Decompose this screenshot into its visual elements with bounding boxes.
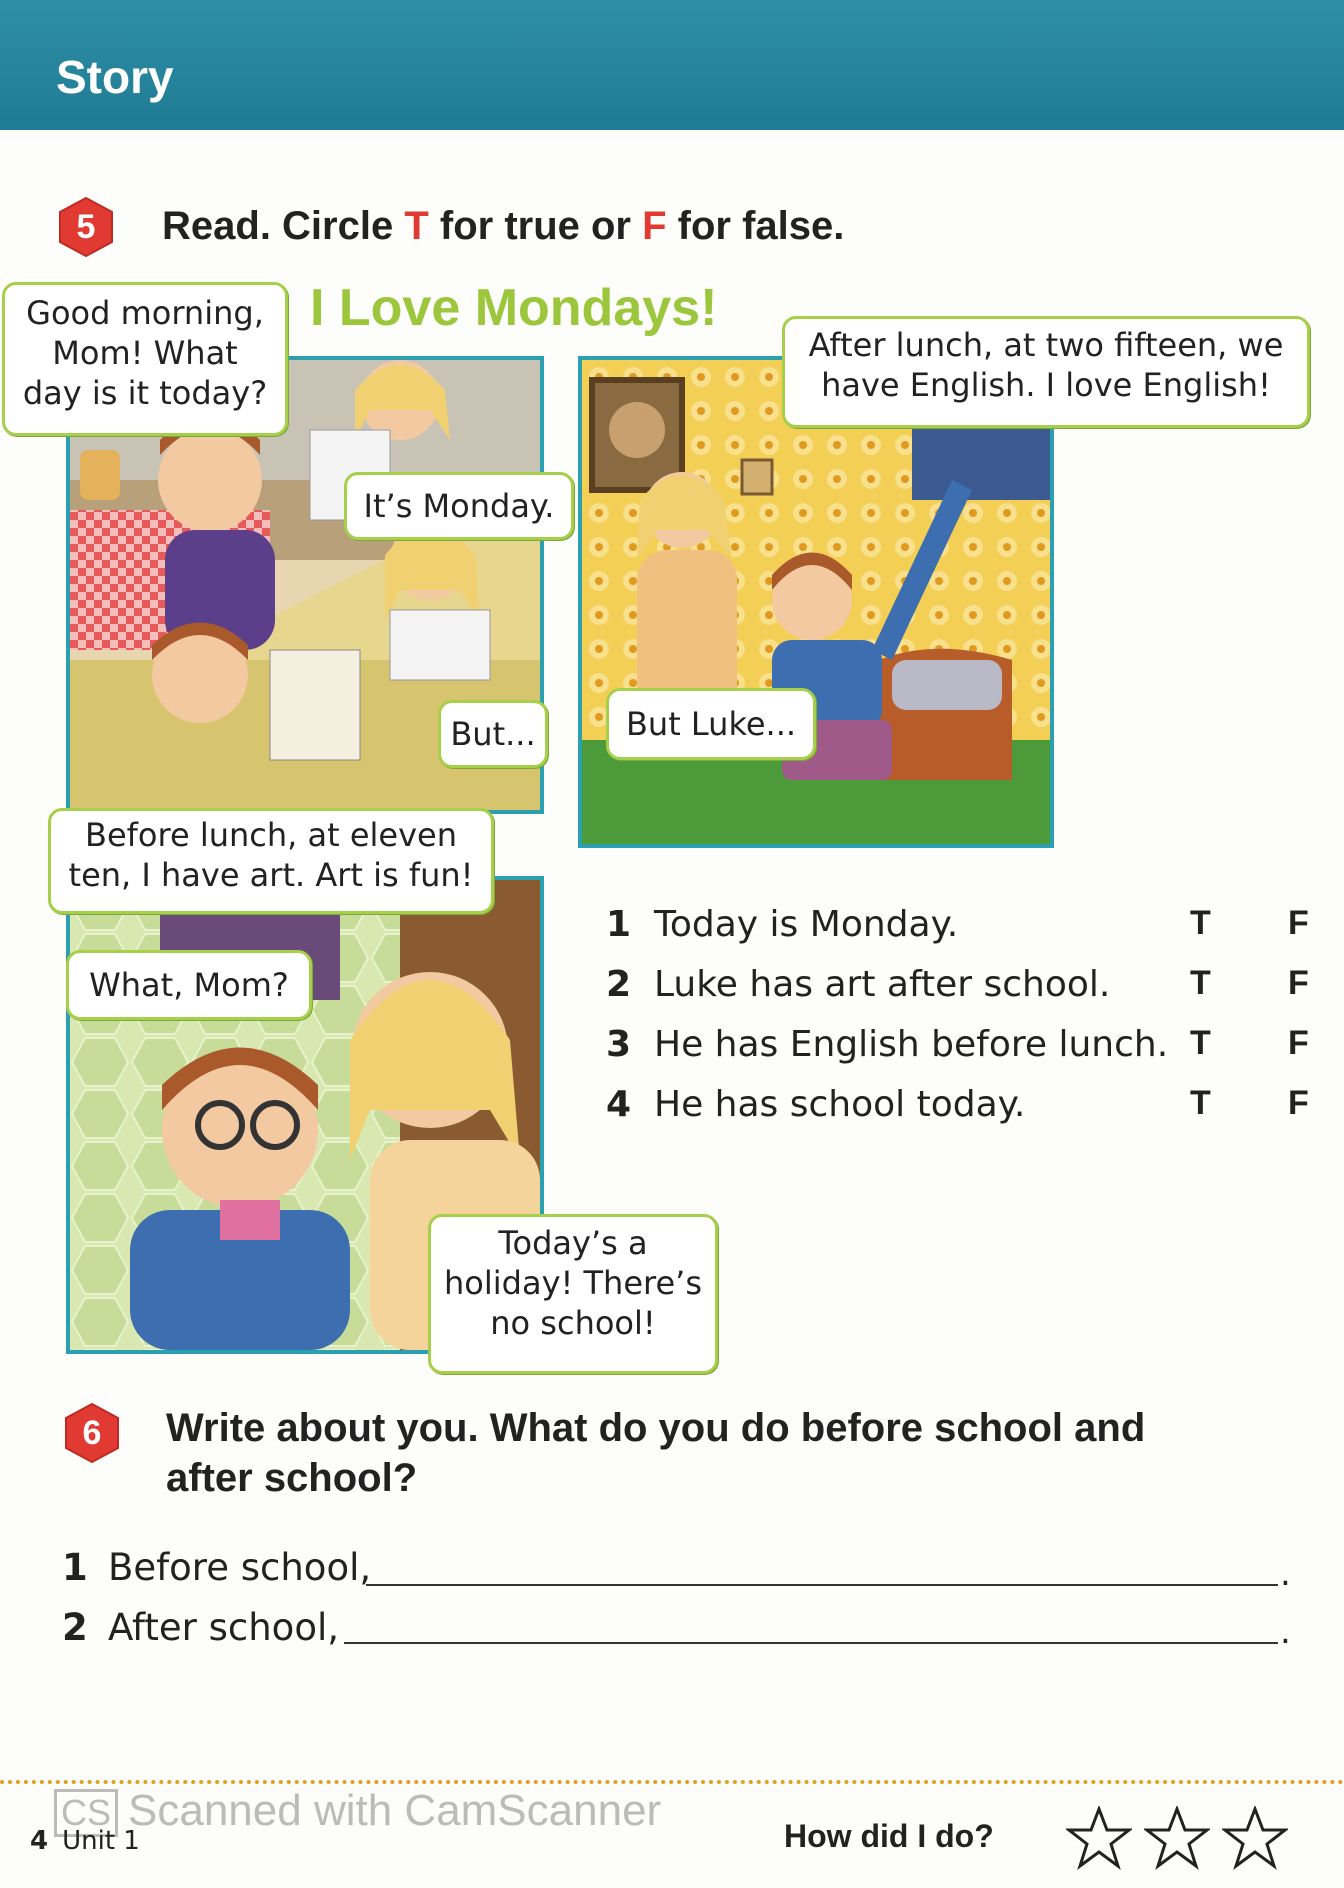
question-number: 1 — [606, 904, 632, 945]
watermark-text: Scanned with CamScanner — [128, 1786, 662, 1835]
exercise-6-instruction-line-2: after school? — [166, 1456, 418, 1500]
row-number: 1 — [62, 1546, 88, 1589]
row-prompt: After school, — [108, 1606, 339, 1649]
bubble-line: Today’s a — [498, 1224, 648, 1262]
bubble-line: Mom! What — [52, 334, 238, 372]
sentence-period: . — [1280, 1612, 1291, 1652]
speech-bubble-good-morning — [2, 282, 288, 436]
bubble-line: ten, I have art. Art is fun! — [68, 856, 474, 894]
bubble-line: After lunch, at two fifteen, we — [808, 326, 1284, 364]
bubble-line: Before lunch, at eleven — [85, 816, 457, 854]
camscanner-watermark — [54, 1786, 661, 1837]
page-number: 4 — [30, 1826, 49, 1856]
speech-bubble-holiday — [428, 1214, 718, 1374]
page-footer — [30, 1826, 140, 1856]
speech-bubble-what-mom: What, Mom? — [66, 950, 312, 1020]
bedroom-illustration — [582, 360, 1050, 844]
true-option[interactable]: T — [1190, 964, 1211, 1002]
bubble-line: day is it today? — [22, 374, 268, 412]
sentence-period: . — [1280, 1554, 1291, 1594]
section-title: Story — [56, 51, 174, 103]
false-option[interactable]: F — [1288, 1084, 1309, 1122]
exercise-number: 5 — [76, 208, 96, 246]
exercise-5-badge — [56, 196, 116, 258]
header-bar — [0, 0, 1344, 130]
question-text: He has school today. — [654, 1084, 1026, 1125]
true-option[interactable]: T — [1190, 904, 1211, 942]
speech-bubble-before-lunch — [48, 808, 494, 914]
row-prompt: Before school, — [108, 1546, 372, 1589]
false-option[interactable]: F — [1288, 964, 1309, 1002]
exercise-5-instruction — [162, 204, 844, 249]
instruction-text: for true or — [428, 204, 643, 248]
unit-label: Unit 1 — [62, 1826, 140, 1856]
question-text: He has English before lunch. — [654, 1024, 1169, 1065]
f-letter: F — [642, 204, 667, 248]
answer-line-before-school[interactable] — [366, 1584, 1278, 1586]
question-text: Luke has art after school. — [654, 964, 1111, 1005]
true-option[interactable]: T — [1190, 1084, 1211, 1122]
answer-line-after-school[interactable] — [344, 1642, 1278, 1644]
bubble-line: no school! — [490, 1304, 656, 1342]
comic-panel-2 — [578, 356, 1054, 848]
speech-bubble-after-lunch — [782, 316, 1310, 428]
self-assessment-label: How did I do? — [784, 1818, 994, 1854]
instruction-text: Read. Circle — [162, 204, 405, 248]
speech-bubble-its-monday: It’s Monday. — [344, 472, 574, 540]
footer-divider — [0, 1780, 1344, 1784]
false-option[interactable]: F — [1288, 904, 1309, 942]
star-icon[interactable] — [1222, 1806, 1288, 1870]
question-text: Today is Monday. — [654, 904, 959, 945]
exercise-6-badge — [62, 1402, 122, 1464]
speech-bubble-but-luke: But Luke... — [606, 688, 816, 760]
question-number: 3 — [606, 1024, 632, 1065]
t-letter: T — [404, 204, 429, 248]
bubble-line: Good morning, — [26, 294, 264, 332]
camscanner-logo: CS — [54, 1789, 118, 1837]
star-icon[interactable] — [1144, 1806, 1210, 1870]
exercise-6-instruction-line-1: Write about you. What do you do before school and — [166, 1406, 1146, 1450]
exercise-number: 6 — [82, 1414, 102, 1452]
question-number: 2 — [606, 964, 632, 1005]
star-icon[interactable] — [1066, 1806, 1132, 1870]
row-number: 2 — [62, 1606, 88, 1649]
speech-bubble-but: But... — [438, 700, 548, 768]
bubble-line: holiday! There’s — [444, 1264, 702, 1302]
story-title: I Love Mondays! — [310, 279, 718, 337]
bubble-line: have English. I love English! — [821, 366, 1271, 404]
question-number: 4 — [606, 1084, 632, 1125]
true-option[interactable]: T — [1190, 1024, 1211, 1062]
false-option[interactable]: F — [1288, 1024, 1309, 1062]
instruction-text: for false. — [666, 204, 845, 248]
